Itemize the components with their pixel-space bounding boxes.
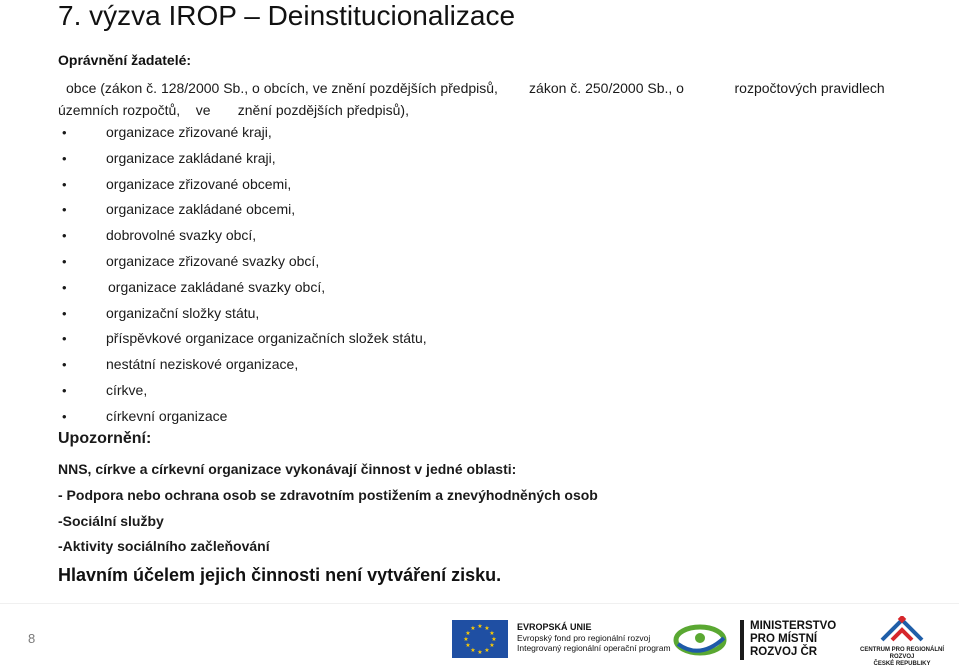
list-item: • organizační složky státu, xyxy=(58,301,427,327)
list-item: • organizace zakládané svazky obcí, xyxy=(58,275,427,301)
intro-line-1: obce (zákon č. 128/2000 Sb., o obcích, ve znění pozdějších předpisů, zákon č. 250/2000 Sb., o rozpočtových pravidlech xyxy=(66,80,885,96)
applicant-list xyxy=(58,120,427,430)
list-item: • organizace zřizované obcemi, xyxy=(58,172,427,198)
bullet-icon: • xyxy=(62,408,67,424)
list-item: • příspěvkové organizace organizačních složek státu, xyxy=(58,326,427,352)
svg-text:★: ★ xyxy=(477,649,483,656)
bullet-icon: • xyxy=(62,305,67,321)
warning-line: - Podpora nebo ochrana osob se zdravotním postižením a znevýhodněných osob xyxy=(58,487,598,503)
page-number: 8 xyxy=(28,631,36,646)
svg-text:★: ★ xyxy=(489,630,495,637)
bullet-icon: • xyxy=(62,331,67,347)
bullet-icon: • xyxy=(62,150,67,166)
ministry-line-2: PRO MÍSTNÍ xyxy=(750,633,818,645)
bullet-icon: • xyxy=(62,228,67,244)
svg-text:★: ★ xyxy=(465,630,471,637)
list-item: • organizace zřizované svazky obcí, xyxy=(58,249,427,275)
svg-text:★: ★ xyxy=(477,623,483,630)
list-item: • nestátní neziskové organizace, xyxy=(58,352,427,378)
list-item: • organizace zakládané obcemi, xyxy=(58,197,427,223)
warning-title: Upozornění: xyxy=(58,430,152,447)
warning-line: -Sociální služby xyxy=(58,513,164,529)
intro-line-2: územních rozpočtů, ve znění pozdějších předpisů), xyxy=(58,102,409,118)
svg-text:★: ★ xyxy=(463,636,469,643)
bullet-icon: • xyxy=(62,357,67,373)
svg-text:★: ★ xyxy=(465,642,471,649)
ministry-line-1: MINISTERSTVO xyxy=(750,620,837,632)
list-item: • organizace zřizované kraji, xyxy=(58,120,427,146)
bullet-icon: • xyxy=(62,279,67,295)
main-goal-statement: Hlavním účelem jejich činnosti není vytváření zisku. xyxy=(58,565,502,585)
intro-paragraph xyxy=(58,77,898,121)
svg-text:★: ★ xyxy=(470,647,476,654)
crr-line-1: CENTRUM PRO REGIONÁLNÍ ROZVOJ xyxy=(860,647,944,660)
ministry-logo-bar xyxy=(740,620,744,660)
list-item: • dobrovolné svazky obcí, xyxy=(58,223,427,249)
list-item: • církevní organizace xyxy=(58,404,427,430)
list-item: • organizace zakládané kraji, xyxy=(58,146,427,172)
bullet-icon: • xyxy=(62,382,67,398)
slide-title: 7. výzva IROP – Deinstitucionalizace xyxy=(58,0,516,31)
ministry-logo xyxy=(740,620,840,660)
bullet-icon: • xyxy=(62,253,67,269)
list-item: • církve, xyxy=(58,378,427,404)
svg-text:★: ★ xyxy=(489,642,495,649)
crr-logo xyxy=(852,616,952,667)
erdf-label: Evropský fond pro regionální rozvoj xyxy=(517,632,651,643)
irop-logo xyxy=(672,618,732,665)
svg-text:★: ★ xyxy=(470,625,476,632)
crr-line-2: ČESKÉ REPUBLIKY xyxy=(873,661,931,667)
svg-text:★: ★ xyxy=(491,636,497,643)
warning-line: -Aktivity sociálního začleňování xyxy=(58,538,270,554)
svg-text:★: ★ xyxy=(484,647,490,654)
warning-line: NNS, církve a církevní organizace vykonávají činnost v jedné oblasti: xyxy=(58,461,517,477)
ministry-line-3: ROZVOJ ČR xyxy=(750,646,818,658)
eu-funding-text xyxy=(517,622,671,654)
bullet-icon: • xyxy=(62,176,67,192)
eligible-applicants-label: Oprávnění žadatelé: xyxy=(58,52,192,68)
eu-flag-icon xyxy=(452,620,508,658)
irop-label: Integrovaný regionální operační program xyxy=(517,643,671,653)
eu-union-label: EVROPSKÁ UNIE xyxy=(517,622,592,632)
bullet-icon: • xyxy=(62,202,67,218)
svg-text:★: ★ xyxy=(484,625,490,632)
bullet-icon: • xyxy=(62,125,67,140)
